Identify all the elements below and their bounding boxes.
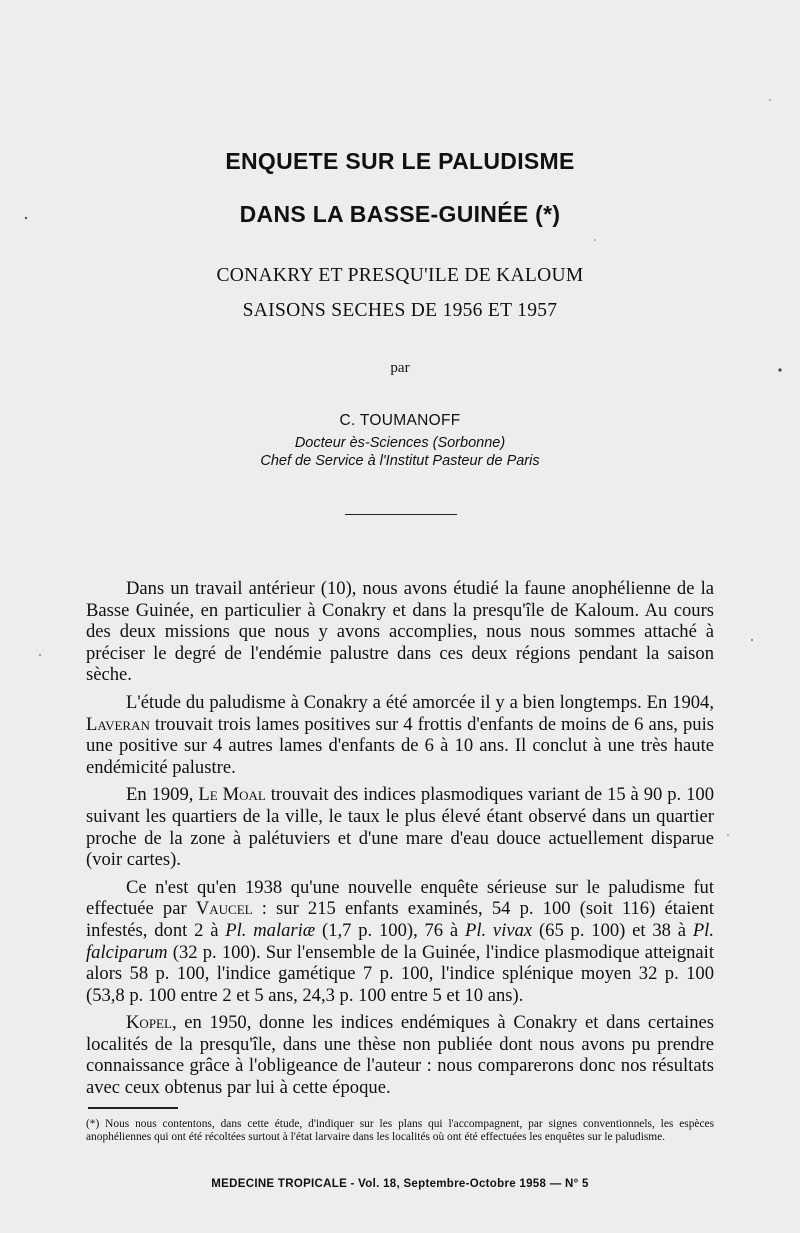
subtitle-line-2: SAISONS SECHES DE 1956 ET 1957: [242, 300, 558, 321]
title-separator-rule: [345, 514, 457, 515]
paragraph-2-text-a: L'étude du paludisme à Conakry a été amorcée il y a bien longtemps. En 1904,: [126, 691, 714, 713]
title-line-1: ENQUETE SUR LE PALUDISME: [225, 148, 575, 174]
paragraph-4-text-b: : sur 215 enfants examinés, 54 p. 100 (soit 116) étaient infestés, dont 2 à: [86, 898, 714, 941]
author-ref-vaucel: Vaucel: [195, 898, 253, 920]
paragraph-4-text-c: (1,7 p. 100), 76 à: [315, 919, 465, 941]
author-affiliation-1: Docteur ès-Sciences (Sorbonne): [294, 435, 506, 451]
author-ref-laveran: Laveran: [86, 713, 150, 735]
paragraph-1: Dans un travail antérieur (10), nous avons étudié la faune anophélienne de la Basse Guinée, en particulier à Conakry et dans la presqu'île de Kaloum. Au cours des deux missions que nous y avons accomplies, nous nous sommes attaché à préciser le degré de l'endémie palustre dans ces deux régions pendant la saison sèche.: [86, 578, 714, 686]
byline-par: par: [390, 360, 410, 376]
paragraph-2-text-b: trouvait trois lames positives sur 4 frottis d'enfants de moins de 6 ans, puis une positive sur 4 autres lames d'enfants de 6 à 10 ans. Il conclut à une très haute endémicité palustre.: [86, 713, 714, 778]
author-name: C. TOUMANOFF: [339, 412, 461, 429]
paragraph-5-text: , en 1950, donne les indices endémiques à Conakry et dans certaines localités de la presqu'île, dans une thèse non publiée dont nous avons pu prendre connaissance grâce à l'obligeance de l'auteur : nous comparerons donc nos résultats avec ceux obtenus par lui à cette époque.: [86, 1012, 714, 1099]
paragraph-3: [86, 784, 714, 870]
species-malariae: Pl. malariæ: [225, 919, 316, 941]
title-line-2: DANS LA BASSE-GUINÉE (*): [239, 201, 561, 227]
paragraph-3-text-b: trouvait des indices plasmodiques variant de 15 à 90 p. 100 suivant les quartiers de la ville, le taux le plus élevé étant observé dans un quartier proche de la zone à palétuviers et d'une mare d'eau douce actuellement disparue (voir cartes).: [86, 784, 714, 871]
paragraph-4-text-e: (32 p. 100). Sur l'ensemble de la Guinée, l'indice plasmodique atteignait alors 58 p. 100, l'indice gamétique 7 p. 100, l'indice splénique moyen 32 p. 100 (53,8 p. 100 entre 2 et 5 ans, 24,3 p. 100 entre 5 et 10 ans).: [86, 941, 714, 1006]
author-affiliation-2: Chef de Service à l'Institut Pasteur de Paris: [260, 453, 540, 469]
article-body: [86, 578, 714, 1105]
species-falciparum: Pl. falciparum: [86, 919, 715, 963]
paragraph-2: [86, 692, 714, 778]
author-ref-kopel: Kopel: [126, 1012, 172, 1034]
paragraph-5: [86, 1012, 714, 1098]
subtitle-line-1: CONAKRY ET PRESQU'ILE DE KALOUM: [216, 265, 584, 286]
paragraph-4-text-d: (65 p. 100) et 38 à: [532, 919, 693, 941]
footnote-rule: [88, 1107, 178, 1109]
author-ref-le-moal: Le Moal: [198, 784, 266, 806]
paragraph-4: [86, 877, 714, 1007]
paragraph-3-text-a: En 1909,: [126, 784, 199, 806]
paragraph-4-text-a: Ce n'est qu'en 1938 qu'une nouvelle enquête sérieuse sur le paludisme fut effectuée par: [86, 876, 714, 920]
journal-footer: MEDECINE TROPICALE - Vol. 18, Septembre-Octobre 1958 — N° 5: [211, 1178, 589, 1190]
footnote: (*) Nous nous contentons, dans cette étude, d'indiquer sur les plans qui l'accompagnent, par signes conventionnels, les espèces anophéliennes qui ont été récoltées surtout à l'état larvaire dans les localités où ont été effectuées les enquêtes sur le paludisme.: [86, 1118, 714, 1143]
species-vivax: Pl. vivax: [464, 919, 533, 941]
